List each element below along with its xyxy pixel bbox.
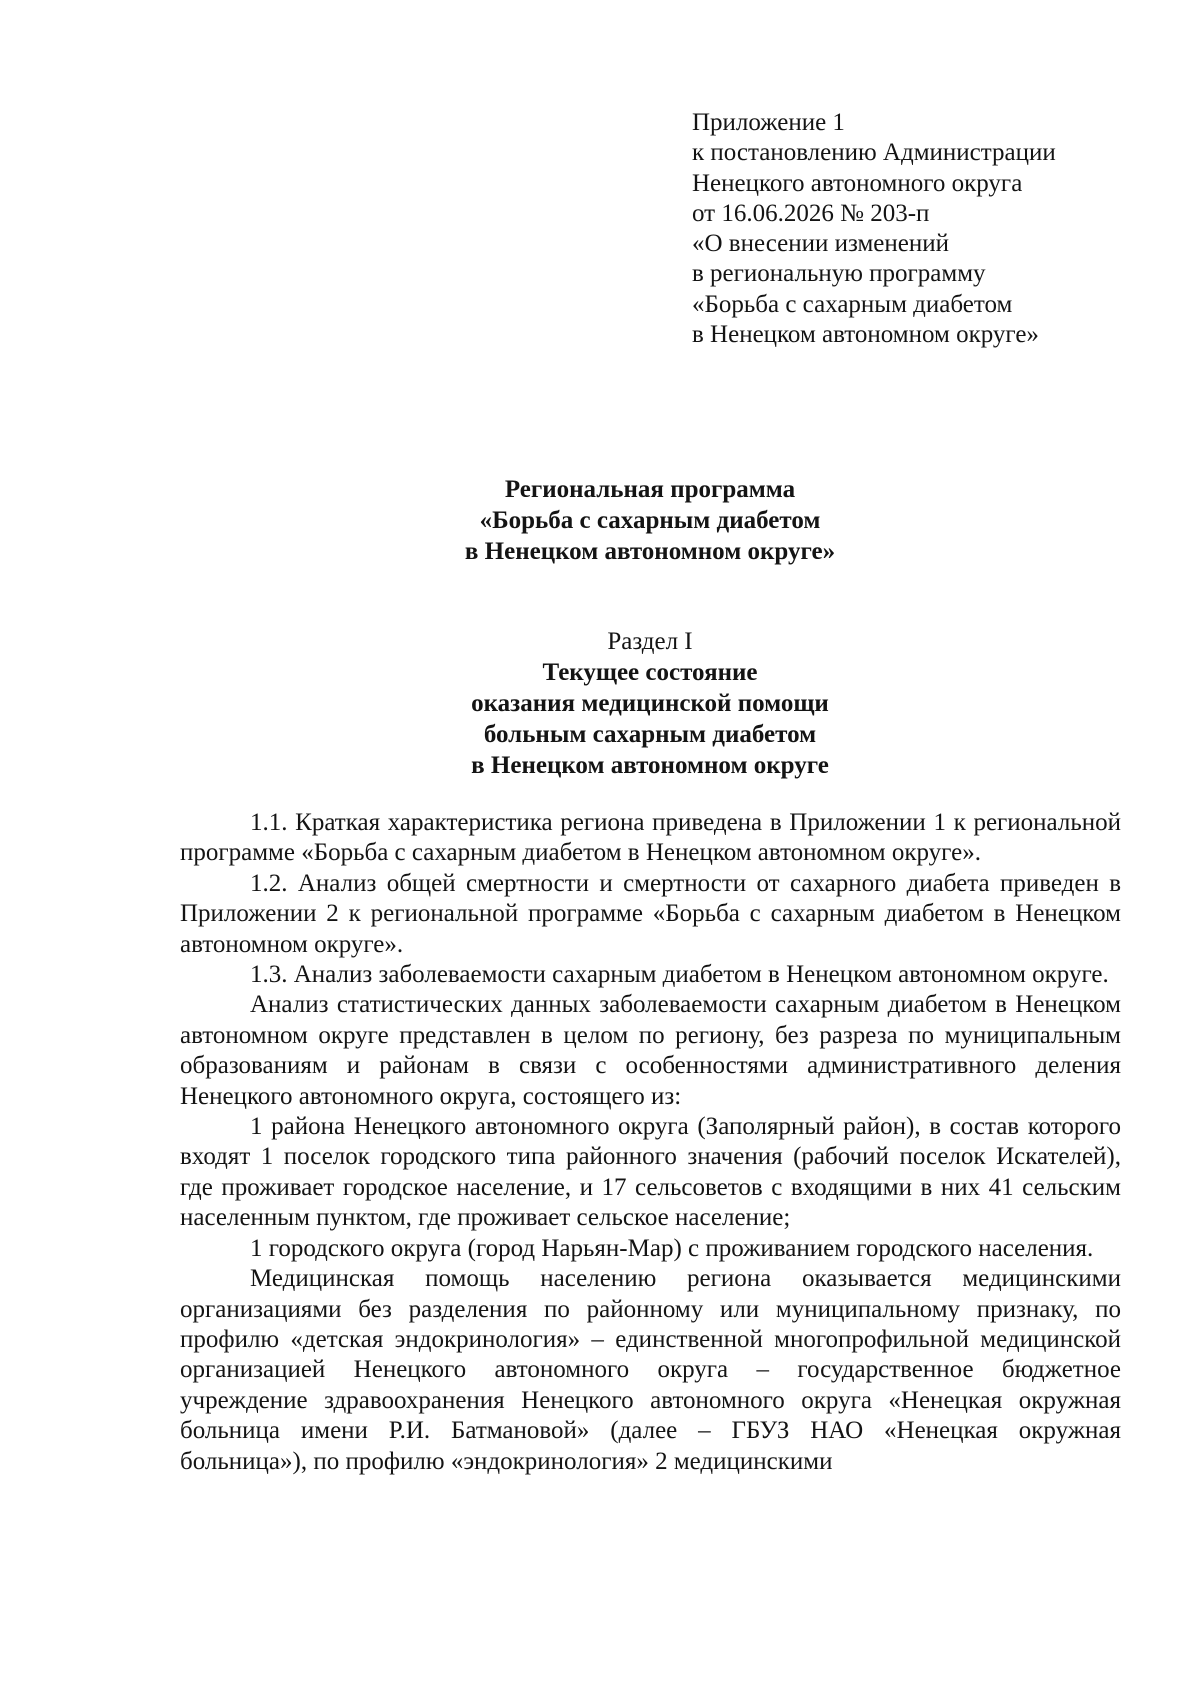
appendix-line: «О внесении изменений: [692, 230, 950, 258]
body-paragraph: 1 городского округа (город Нарьян-Мар) с проживанием городского населения.: [250, 1234, 1094, 1262]
body-paragraph: Анализ статистических данных заболеваемости сахарным диабетом в Ненецком автономном округе представлен в целом по региону, без разреза по муниципальным образованиям и районам в связи с особенностями административного деления Ненецкого автономного округа, состоящего из:: [180, 991, 1121, 1110]
body-paragraph: 1.3. Анализ заболеваемости сахарным диабетом в Ненецком автономном округе.: [250, 961, 1109, 989]
body-paragraph: 1 района Ненецкого автономного округа (Заполярный район), в состав которого входят 1 поселок городского типа районного значения (рабочий поселок Искателей), где проживает городское население, и 17 сельсоветов с входящими в них 41 сельским населенным пунктом, где проживает сельское население;: [180, 1113, 1121, 1232]
program-title: [180, 474, 1120, 567]
body-paragraph: 1.2. Анализ общей смертности и смертности от сахарного диабета приведен в Приложении 2 к региональной программе «Борьба с сахарным диабетом в Ненецком автономном округе».: [180, 869, 1121, 958]
section-label: Раздел I: [607, 628, 693, 655]
appendix-line: от 16.06.2026 № 203-п: [692, 199, 930, 227]
body-paragraph: Медицинская помощь населению региона оказывается медицинскими организациями без разделения по районному или муниципальному признаку, по профилю «детская эндокринология» – единственной многопрофильной медицинской организацией Ненецкого автономного округа – государственное бюджетное учреждение здравоохранения Ненецкого автономного округа «Ненецкая окружная больница имени Р.И. Батмановой» (далее – ГБУЗ НАО «Ненецкая окружная больница»), по профилю «эндокринология» 2 медицинскими: [180, 1265, 1121, 1475]
appendix-line: Приложение 1: [692, 109, 845, 136]
appendix-line: в Ненецком автономном округе»: [692, 321, 1039, 349]
appendix-header: [692, 108, 1152, 350]
section-title-line: в Ненецком автономном округе: [471, 752, 829, 779]
appendix-line: в региональную программу: [692, 260, 986, 288]
appendix-line: Ненецкого автономного округа: [692, 169, 1023, 197]
body-paragraph: 1.1. Краткая характеристика региона приведена в Приложении 1 к региональной программе «Борьба с сахарным диабетом в Ненецком автономном округе».: [180, 809, 1121, 867]
program-title-line: Региональная программа: [504, 476, 796, 503]
section-title-line: Текущее состояние: [542, 659, 758, 686]
section-heading: [180, 626, 1120, 781]
appendix-line: «Борьба с сахарным диабетом: [692, 290, 1013, 318]
program-title-line: «Борьба с сахарным диабетом: [479, 507, 821, 534]
document-body: [180, 808, 1121, 1477]
program-title-line: в Ненецком автономном округе»: [464, 538, 836, 565]
appendix-line: к постановлению Администрации: [692, 139, 1056, 167]
section-title-line: больным сахарным диабетом: [483, 721, 817, 748]
section-title-line: оказания медицинской помощи: [471, 690, 829, 717]
